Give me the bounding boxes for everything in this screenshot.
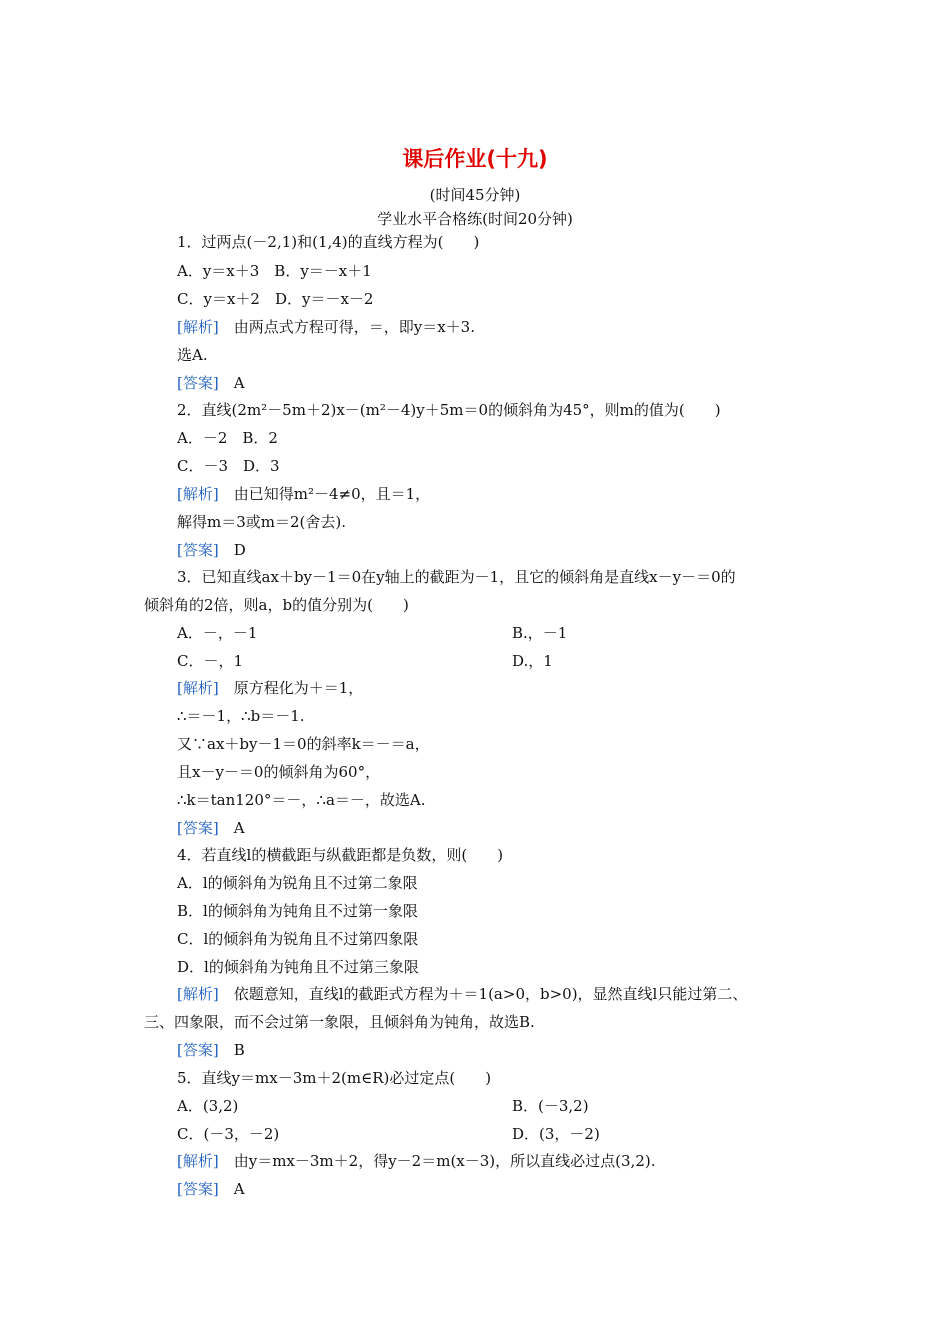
- q3-stem-1: 3．已知直线ax＋by－1＝0在y轴上的截距为－1，且它的倾斜角是直线x－y－＝0的: [177, 568, 736, 586]
- q1-answer-value: A: [233, 374, 245, 392]
- analysis-tag: [解析]: [177, 485, 219, 503]
- q2-answer-value: D: [233, 541, 246, 559]
- q4-analysis-text: 依题意知，直线l的截距式方程为＋＝1(a>0，b>0)，显然直线l只能过第二、: [233, 985, 748, 1003]
- q5-option-b: B．(－3,2): [512, 1097, 589, 1115]
- q5-stem: 5．直线y＝mx－3m＋2(m∈R)必过定点( ): [177, 1069, 492, 1087]
- q3-option-d: D.，1: [512, 652, 553, 670]
- q2-analysis-text: 由已知得m²－4≠0，且＝1，: [233, 485, 431, 503]
- q1-analysis-text: 由两点式方程可得，＝，即y＝x＋3.: [233, 318, 475, 336]
- q4-option-d: D．l的倾斜角为钝角且不过第三象限: [177, 958, 419, 976]
- q4-option-b: B．l的倾斜角为钝角且不过第一象限: [177, 902, 418, 920]
- q1-analysis-2: 选A.: [177, 346, 208, 364]
- q3-stem-2: 倾斜角的2倍，则a，b的值分别为( ): [144, 596, 409, 614]
- q4-stem: 4．若直线l的横截距与纵截距都是负数，则( ): [177, 846, 504, 864]
- q3-option-c: C．－，1: [177, 652, 244, 670]
- q5-answer: [177, 1179, 245, 1199]
- q3-answer-value: A: [233, 819, 245, 837]
- q4-answer: [177, 1040, 245, 1060]
- q2-options-ab: A．－2 B．2: [177, 429, 278, 447]
- q4-option-c: C．l的倾斜角为锐角且不过第四象限: [177, 930, 419, 948]
- q3-analysis: [177, 678, 363, 698]
- q5-answer-value: A: [233, 1180, 245, 1198]
- answer-tag: [答案]: [177, 1041, 219, 1059]
- q2-analysis-2: 解得m＝3或m＝2(舍去).: [177, 513, 347, 531]
- q3-analysis-3: 又∵ax＋by－1＝0的斜率k＝－＝a，: [177, 735, 430, 753]
- answer-tag: [答案]: [177, 374, 219, 392]
- q2-options-cd: C．－3 D．3: [177, 457, 280, 475]
- q4-analysis-2: 三、四象限，而不会过第一象限，且倾斜角为钝角，故选B.: [144, 1013, 535, 1031]
- q5-option-c: C．(－3，－2): [177, 1125, 280, 1143]
- q2-answer: [177, 540, 246, 560]
- q3-analysis-4: 且x－y－＝0的倾斜角为60°，: [177, 763, 381, 781]
- answer-tag: [答案]: [177, 819, 219, 837]
- q1-analysis: [177, 317, 475, 337]
- q2-analysis: [177, 484, 430, 504]
- analysis-tag: [解析]: [177, 985, 219, 1003]
- q5-option-a: A．(3,2): [177, 1097, 239, 1115]
- page-title: 课后作业(十九): [402, 147, 548, 171]
- q4-answer-value: B: [233, 1041, 245, 1059]
- q3-analysis-text: 原方程化为＋＝1，: [233, 679, 364, 697]
- q5-option-d: D．(3，－2): [512, 1125, 600, 1143]
- q3-analysis-5: ∴k＝tan120°＝－，∴a＝－，故选A.: [177, 791, 426, 809]
- q3-option-b: B.，－1: [512, 624, 568, 642]
- q1-options-cd: C．y＝x＋2 D．y＝－x－2: [177, 290, 374, 308]
- time-total: (时间45分钟): [429, 186, 521, 204]
- q1-answer: [177, 373, 245, 393]
- section-heading: 学业水平合格练(时间20分钟): [377, 210, 573, 228]
- q3-option-a: A．－，－1: [177, 624, 258, 642]
- answer-tag: [答案]: [177, 541, 219, 559]
- q3-answer: [177, 818, 245, 838]
- q2-stem: 2．直线(2m²－5m＋2)x－(m²－4)y＋5m＝0的倾斜角为45°，则m的值为( ): [177, 401, 721, 419]
- analysis-tag: [解析]: [177, 318, 219, 336]
- q1-stem: 1．过两点(－2,1)和(1,4)的直线方程为( ): [177, 233, 480, 251]
- q1-options-ab: A．y＝x＋3 B．y＝－x＋1: [177, 262, 372, 280]
- answer-tag: [答案]: [177, 1180, 219, 1198]
- analysis-tag: [解析]: [177, 1152, 219, 1170]
- q5-analysis: [177, 1151, 655, 1171]
- q5-analysis-text: 由y＝mx－3m＋2，得y－2＝m(x－3)，所以直线必过点(3,2).: [233, 1152, 656, 1170]
- analysis-tag: [解析]: [177, 679, 219, 697]
- q3-analysis-2: ∴＝－1，∴b＝－1.: [177, 707, 305, 725]
- q4-option-a: A．l的倾斜角为锐角且不过第二象限: [177, 874, 418, 892]
- q4-analysis: [177, 984, 747, 1004]
